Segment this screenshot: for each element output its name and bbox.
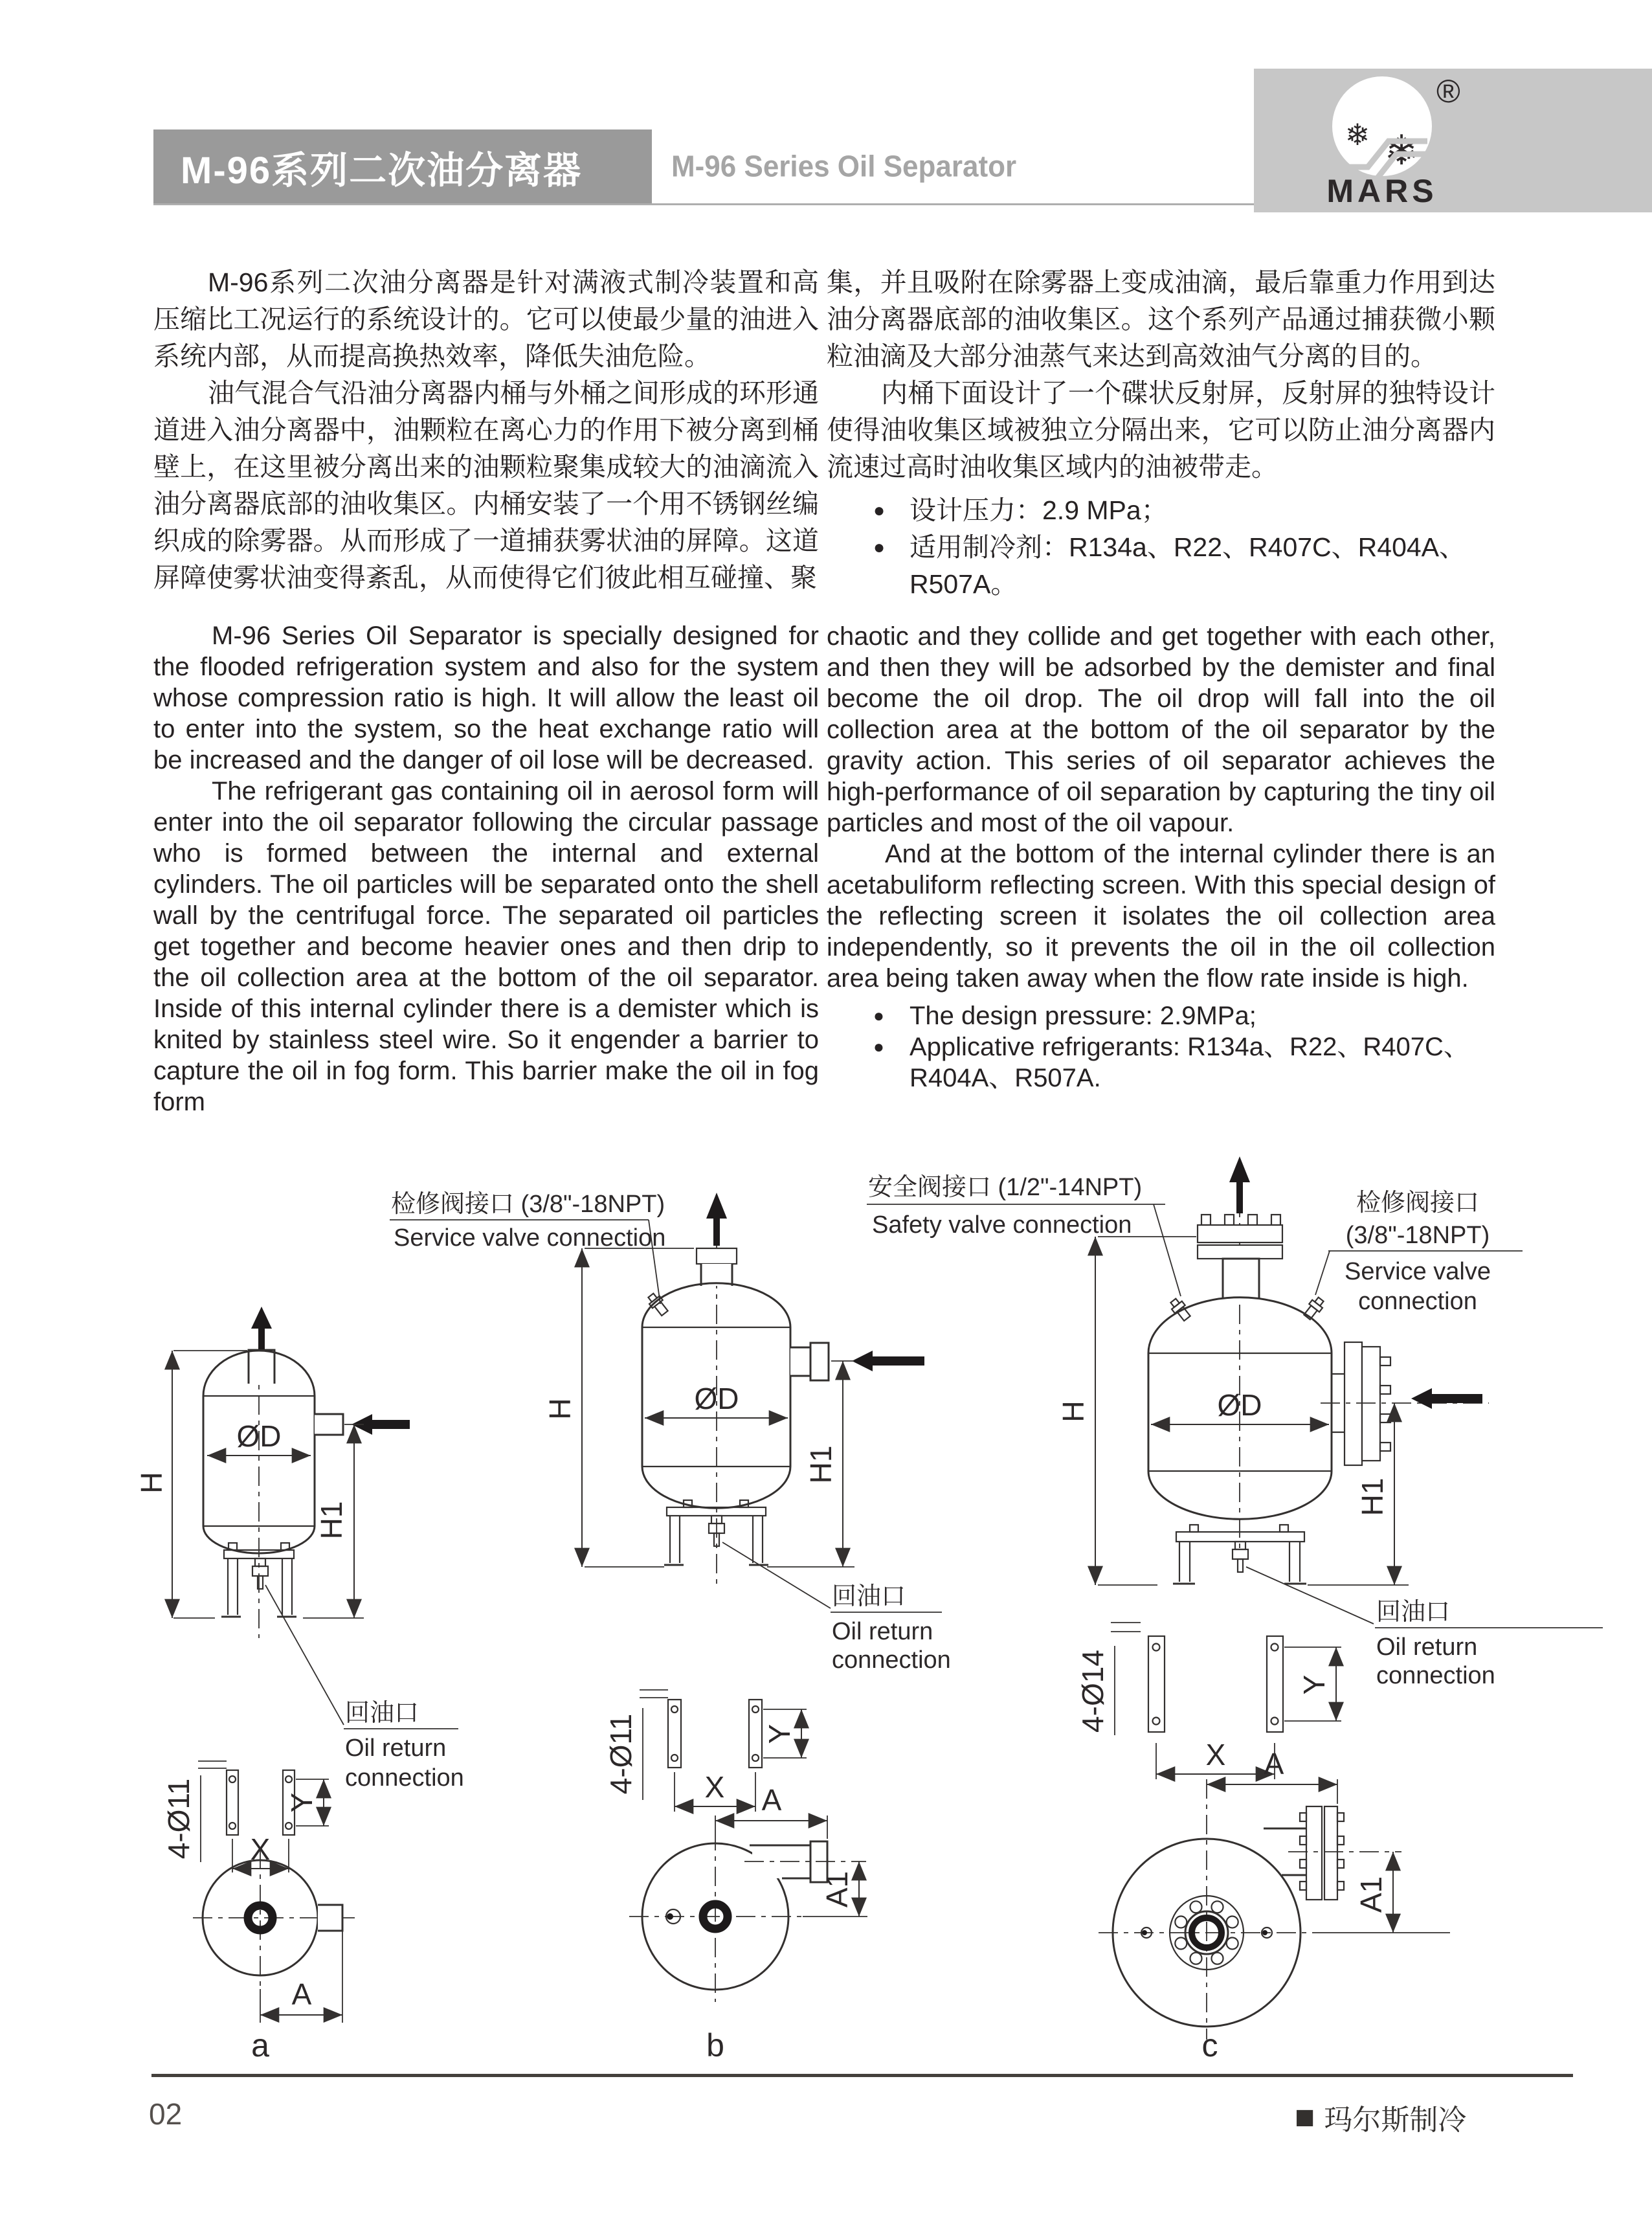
- paragraph-en-4: And at the bottom of the internal cylinder there is an acetabuliform reflecting screen. With this special design of the reflecting screen it isolates the oil collection area independently, so it prevents the oil in the oil collection area being taken away when the flow rate inside is high.: [827, 840, 1495, 993]
- dim-label-od: ØD: [236, 1419, 282, 1453]
- outlet-arrow-icon: [1229, 1156, 1250, 1182]
- spec-refrigerants-en: Applicative refrigerants: R134a、R22、R407C、R404A、R507A.: [910, 1033, 1469, 1092]
- oil-return-label-zh: 回油口: [345, 1700, 419, 1727]
- inlet-arrow-icon: [852, 1351, 873, 1371]
- dim-label-holes: 4-Ø11: [162, 1778, 195, 1860]
- spec-design-pressure-zh: 设计压力：2.9 MPa；: [910, 495, 1168, 525]
- bullet-icon: ●: [873, 500, 886, 521]
- registered-mark: ®: [1436, 73, 1460, 109]
- paragraph-en-1: M-96 Series Oil Separator is specially designed for the flooded refrigeration system and also for the system whose compression ratio is high. It will allow the least oil to enter into the system, so the heat exchange ratio will be increased and the danger of oil lose will be decreased.: [153, 622, 819, 774]
- view-label-c: c: [1201, 2027, 1218, 2063]
- oil-return-label-en2: connection: [832, 1647, 951, 1674]
- service-valve-callout-spec: (3/8"-18NPT): [1345, 1222, 1490, 1249]
- bullet-icon: ●: [873, 1037, 884, 1057]
- spec-design-pressure-en: The design pressure: 2.9MPa;: [910, 1002, 1256, 1030]
- dim-label-y: Y: [1297, 1674, 1331, 1695]
- view-label-a: a: [251, 2027, 269, 2063]
- page-number: 02: [149, 2097, 183, 2131]
- oil-return-label-zh: 回油口: [1376, 1599, 1451, 1626]
- dim-label-y: Y: [763, 1724, 796, 1744]
- outlet-arrow-icon: [706, 1193, 727, 1219]
- service-valve-callout-en: Service valve connection: [394, 1224, 666, 1252]
- dim-label-x: X: [1205, 1738, 1226, 1771]
- dim-label-a1: A1: [1354, 1876, 1388, 1913]
- paragraph-zh-3: 集，并且吸附在除雾器上变成油滴，最后靠重力作用到达油分离器底部的油收集区。这个系列产品通过捕获微小颗粒油滴及大部分油蒸气来达到高效油气分离的目的。: [827, 267, 1495, 371]
- page-title-zh: M-96系列二次油分离器: [181, 150, 583, 192]
- footer-divider: [151, 2074, 1573, 2077]
- dim-label-h: H: [135, 1472, 168, 1494]
- dim-label-od: ØD: [1217, 1388, 1262, 1422]
- dim-label-holes: 4-Ø14: [1076, 1650, 1110, 1733]
- view-label-b: b: [706, 2027, 724, 2063]
- drawing-vessel-b: [543, 1174, 1181, 2063]
- dim-label-od: ØD: [694, 1382, 739, 1415]
- paragraph-en-2: The refrigerant gas containing oil in aerosol form will enter into the oil separator following the circular passage who is formed between the internal and external cylinders. The oil particles will be separated onto the shell wall by the centrifugal force. The separated oil particles get together and become heavier ones and then drip to the oil collection area at the bottom of the oil separator. Inside of this internal cylinder there is a demister which is knited by stainless steel wire. So it engender a barrier to capture the oil in fog form. This barrier make the oil in fog form: [153, 777, 819, 1116]
- snowflake-icon: ❄: [1345, 118, 1370, 152]
- page-title-en: M-96 Series Oil Separator: [671, 150, 1017, 184]
- footer-brand: [1295, 2097, 1466, 2138]
- oil-return-label-en1: Oil return: [832, 1618, 933, 1645]
- paragraph-zh-2: 油气混合气沿油分离器内桶与外桶之间形成的环形通道进入油分离器中，油颗粒在离心力的作用下被分离到桶壁上，在这里被分离出来的油颗粒聚集成较大的油滴流入油分离器底部的油收集区。内桶安装了一个用不锈钢丝编织成的除雾器。从而形成了一道捕获雾状油的屏障。这道屏障使雾状油变得紊乱，从而使得它们彼此相互碰撞、聚: [153, 378, 819, 592]
- safety-valve-callout-en: Safety valve connection: [872, 1211, 1132, 1239]
- bullet-icon: ●: [873, 537, 886, 558]
- oil-return-label-en2: connection: [1376, 1662, 1495, 1689]
- safety-valve-callout-zh: 安全阀接口 (1/2"-14NPT): [868, 1174, 1143, 1201]
- dim-label-h: H: [1056, 1400, 1090, 1422]
- dim-label-holes: 4-Ø11: [604, 1713, 638, 1795]
- service-valve-fitting-icon: [1302, 1296, 1326, 1321]
- dim-label-h1: H1: [315, 1501, 348, 1540]
- oil-return-label-en1: Oil return: [1376, 1634, 1478, 1661]
- spec-refrigerants-zh: 适用制冷剂：R134a、R22、R407C、R404A、R507A。: [910, 532, 1466, 599]
- paragraph-en-3: chaotic and they collide and get together with each other, and then they will be adsorbed by the demister and final become the oil drop. The oil drop will fall into the oil collection area at the bottom of the oil separator by the gravity action. This series of oil separator achieves the high-performance of oil separation by capturing the tiny oil particles and most of the oil vapour.: [827, 622, 1495, 837]
- oil-return-label-zh: 回油口: [832, 1583, 906, 1610]
- dim-label-a: A: [291, 1977, 312, 2011]
- drawing-vessel-c: [1056, 1156, 1603, 2063]
- mars-wordmark: MARS: [1326, 173, 1438, 209]
- oil-return-label-en2: connection: [345, 1764, 464, 1792]
- dim-label-h: H: [543, 1398, 577, 1420]
- paragraph-zh-4: 内桶下面设计了一个碟状反射屏，反射屏的独特设计使得油收集区域被独立分隔出来，它可以防止油分离器内流速过高时油收集区域内的油被带走。: [827, 378, 1495, 482]
- dim-label-a: A: [1264, 1747, 1284, 1781]
- square-icon: ■: [1295, 2098, 1315, 2136]
- bullet-icon: ●: [873, 1006, 884, 1026]
- service-valve-callout-zh: 检修阀接口: [1356, 1189, 1480, 1217]
- dim-label-y: Y: [285, 1792, 318, 1813]
- service-valve-callout-en1: Service valve: [1345, 1258, 1491, 1285]
- safety-valve-fitting-icon: [1168, 1297, 1192, 1323]
- dim-label-h1: H1: [1356, 1478, 1389, 1516]
- dim-label-x: X: [250, 1832, 271, 1866]
- service-valve-callout-zh: 检修阀接口 (3/8"-18NPT): [391, 1191, 665, 1218]
- oil-return-label-en1: Oil return: [345, 1735, 447, 1762]
- paragraph-zh-1: M-96系列二次油分离器是针对满液式制冷装置和高压缩比工况运行的系统设计的。它可以使最少量的油进入系统内部，从而提高换热效率，降低失油危险。: [153, 267, 819, 371]
- outlet-arrow-icon: [251, 1307, 272, 1329]
- inlet-arrow-icon: [1411, 1388, 1432, 1409]
- drawing-vessel-a: [135, 1191, 665, 2063]
- dim-label-a1: A1: [820, 1871, 854, 1908]
- dim-label-a: A: [761, 1783, 782, 1817]
- footer-brand-text: 玛尔斯制冷: [1324, 2104, 1467, 2136]
- service-valve-callout-en2: connection: [1358, 1288, 1477, 1315]
- dim-label-h1: H1: [804, 1445, 838, 1484]
- dim-label-x: X: [704, 1770, 725, 1804]
- snowflake-icon: ❄: [1384, 127, 1419, 174]
